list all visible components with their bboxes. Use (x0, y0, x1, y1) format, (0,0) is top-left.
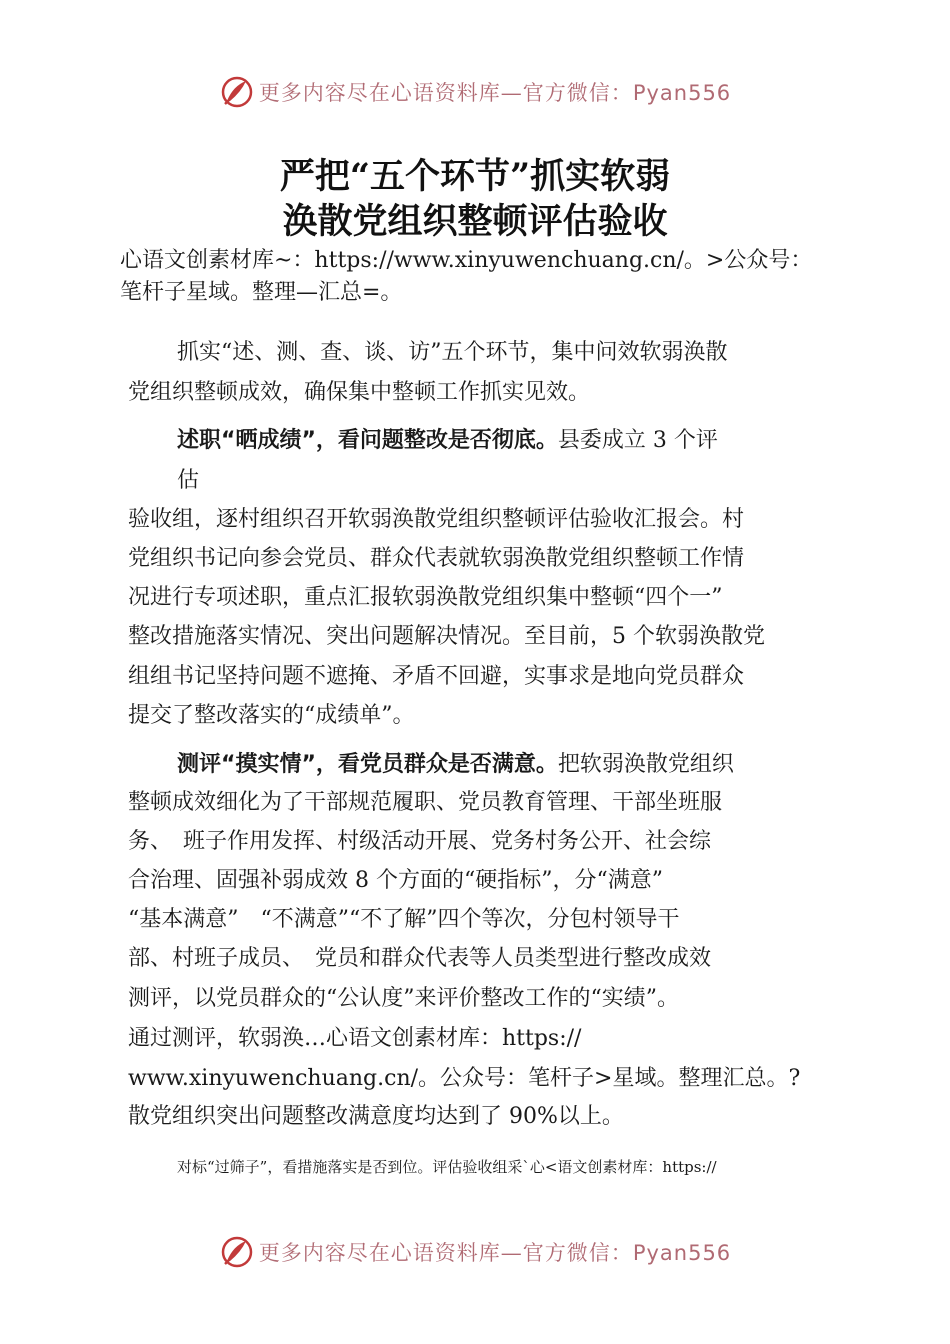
section1-first-line (177, 426, 718, 456)
footer-text-line: 对标“过筛子”，看措施落实是否到位。评估验收组采`心<语文创素材库：https:// (177, 1158, 717, 1176)
source-line-1: 心语文创素材库~：https://www.xinyuwenchuang.cn/。>公众号： (120, 248, 813, 273)
section1-line: 况进行专项述职，重点汇报软弱涣散党组织集中整顿“四个一” (128, 585, 723, 610)
footer-watermark-banner (0, 1232, 950, 1272)
section2-line: 整顿成效细化为了干部规范履职、党员教育管理、干部坐班服 (128, 790, 723, 815)
intro-line-2: 党组织整顿成效，确保集中整顿工作抓实见效。 (128, 380, 591, 405)
section2-line: 测评，以党员群众的“公认度”来评价整改工作的“实绩”。 (128, 986, 679, 1011)
banner-account: Pyan556 (632, 81, 732, 105)
section1-line: 组组书记坚持问题不遮掩、矛盾不回避，实事求是地向党员群众 (128, 664, 745, 689)
section1-wrap-line: 估 (177, 468, 200, 493)
section2-line: 通过测评，软弱涣…心语文创素材库：https:// (128, 1026, 582, 1051)
section2-line: www.xinyuwenchuang.cn/。公众号：笔杆子>星域。整理汇总。? (128, 1066, 801, 1091)
section2-heading: 测评“摸实情”，看党员群众是否满意。 (177, 752, 558, 777)
section1-line: 提交了整改落实的“成绩单”。 (128, 703, 415, 728)
section2-line: 合治理、固强补弱成效 8 个方面的“硬指标”，分“满意” (128, 868, 663, 893)
section2-line: 务、 班子作用发挥、村级活动开展、党务村务公开、社会综 (128, 829, 712, 854)
document-title-line-2: 涣散党组织整顿评估验收 (282, 201, 668, 242)
pen-logo-icon (219, 74, 255, 110)
section1-line: 验收组，逐村组织召开软弱涣散党组织整顿评估验收汇报会。村 (128, 507, 745, 532)
banner-account: Pyan556 (632, 1241, 732, 1265)
section1-line: 党组织书记向参会党员、群众代表就软弱涣散党组织整顿工作情 (128, 546, 745, 571)
banner-text: 更多内容尽在心语资料库—官方微信：Pyan556 (258, 1241, 732, 1265)
section1-heading: 述职“晒成绩”，看问题整改是否彻底。 (177, 428, 558, 453)
source-line-2: 笔杆子星域。整理—汇总=。 (120, 280, 403, 305)
section2-lead-text: 把软弱涣散党组织 (557, 752, 734, 777)
section1-line: 整改措施落实情况、突出问题解决情况。至目前，5 个软弱涣散党 (128, 624, 765, 649)
intro-line-1: 抓实“述、测、查、谈、访”五个环节，集中问效软弱涣散 (177, 340, 728, 365)
section2-line: 散党组织突出问题整改满意度均达到了 90%以上。 (128, 1104, 624, 1129)
section2-first-line (177, 750, 734, 780)
section1-lead-text: 县委成立 3 个评 (557, 428, 718, 453)
section2-line: “基本满意” “不满意”“不了解”四个等次，分包村领导干 (128, 907, 680, 932)
banner-text: 更多内容尽在心语资料库—官方微信：Pyan556 (258, 81, 732, 105)
document-title-line-1: 严把“五个环节”抓实软弱 (279, 156, 671, 197)
section2-line: 部、村班子成员、 党员和群众代表等人员类型进行整改成效 (128, 946, 712, 971)
pen-logo-icon (219, 1234, 255, 1270)
header-watermark-banner (0, 72, 950, 112)
